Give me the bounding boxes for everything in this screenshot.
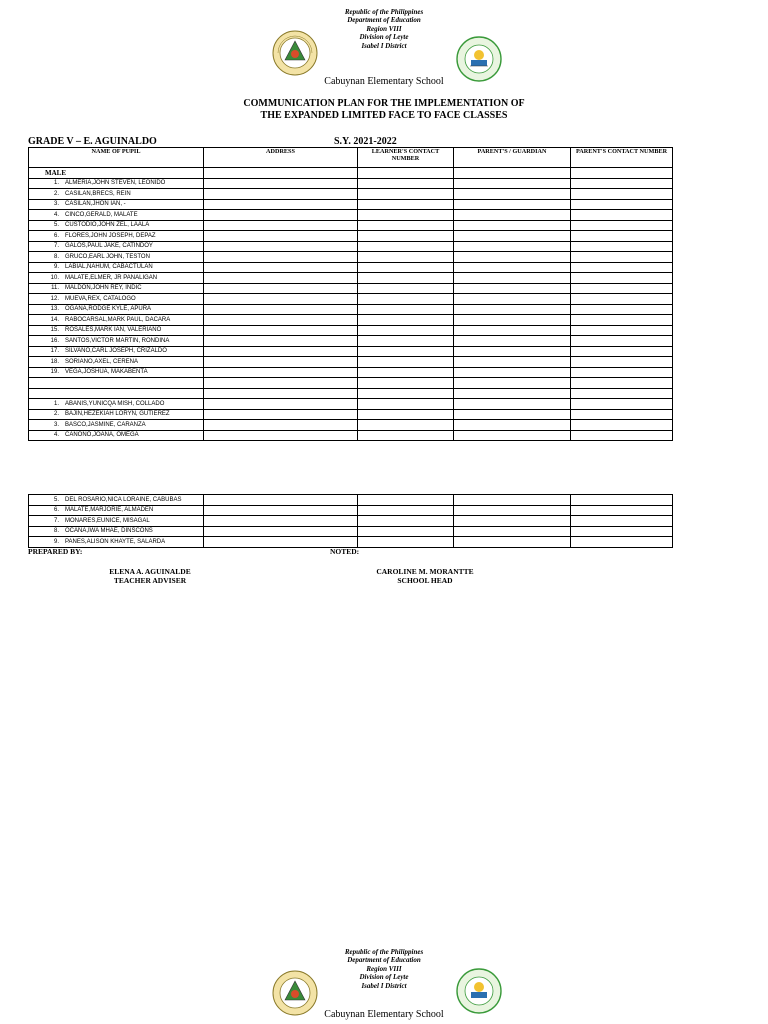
address-cell <box>204 409 358 420</box>
parent-contact-cell <box>571 346 673 357</box>
parent-contact-cell <box>571 315 673 326</box>
pupil-name-cell <box>29 409 204 420</box>
pupil-name-cell <box>29 304 204 315</box>
address-cell <box>204 367 358 378</box>
parent-guardian-cell <box>454 399 571 410</box>
header-line-5: Isabel I District <box>361 981 407 990</box>
learner-contact-cell <box>358 346 454 357</box>
pupil-name-cell <box>29 241 204 252</box>
table-row <box>29 220 673 231</box>
pupil-number: 15. <box>50 327 59 334</box>
pupil-number: 3. <box>53 201 59 208</box>
parent-guardian-cell <box>454 273 571 284</box>
parent-guardian-cell <box>454 294 571 305</box>
parent-contact-cell <box>571 367 673 378</box>
pupil-name: MUEVA,REX, CATALOGO <box>65 295 136 302</box>
parent-contact-cell <box>571 189 673 200</box>
parent-guardian-cell <box>454 537 571 548</box>
pupil-name-cell <box>29 231 204 242</box>
parent-guardian-cell <box>454 210 571 221</box>
learner-contact-cell <box>358 420 454 431</box>
learner-contact-cell <box>358 178 454 189</box>
address-cell <box>204 357 358 368</box>
table-row <box>29 315 673 326</box>
parent-contact-cell <box>571 495 673 506</box>
pupil-name-cell <box>29 336 204 347</box>
parent-contact-cell <box>571 210 673 221</box>
grade-section-label: GRADE V – E. AGUINALDO <box>28 136 157 147</box>
pupil-number: 4. <box>53 432 59 439</box>
address-cell <box>204 283 358 294</box>
table-row <box>29 357 673 368</box>
pupil-name: OCANA,IWA MHAE, DINSCONS <box>65 528 153 535</box>
parent-guardian-cell <box>454 252 571 263</box>
head-name: CAROLINE M. MORANTTE <box>376 567 474 576</box>
learner-contact-cell <box>358 252 454 263</box>
parent-guardian-cell <box>454 409 571 420</box>
parent-guardian-cell <box>454 231 571 242</box>
address-cell <box>204 346 358 357</box>
teacher-role: TEACHER ADVISER <box>113 576 187 585</box>
school-name: Cabuynan Elementary School <box>324 1009 444 1020</box>
parent-contact-cell <box>571 283 673 294</box>
pupil-name-cell <box>29 367 204 378</box>
pupil-number: 6. <box>53 232 59 239</box>
roster-table-page-1 <box>28 147 673 441</box>
parent-guardian-cell <box>454 220 571 231</box>
table-row <box>29 262 673 273</box>
head-signature-block <box>340 567 510 585</box>
pupil-number: 18. <box>50 358 59 365</box>
col-header-address: ADDRESS <box>204 148 358 168</box>
table-row <box>29 537 673 548</box>
pupil-name: CANONO,JOANA, OMEGA <box>65 432 139 439</box>
parent-contact-cell <box>571 537 673 548</box>
parent-guardian-cell <box>454 526 571 537</box>
learner-contact-cell <box>358 409 454 420</box>
parent-guardian-cell <box>454 357 571 368</box>
table-row <box>29 526 673 537</box>
parent-contact-cell <box>571 516 673 527</box>
learner-contact-cell <box>358 537 454 548</box>
pupil-name-cell <box>29 399 204 410</box>
parent-guardian-cell <box>454 516 571 527</box>
parent-guardian-cell <box>454 283 571 294</box>
head-role: SCHOOL HEAD <box>397 576 453 585</box>
address-cell <box>204 210 358 221</box>
parent-contact-cell <box>571 325 673 336</box>
address-cell <box>204 388 358 399</box>
pupil-name: MALATE,MARJORIE, ALMADEN <box>65 507 154 514</box>
header-line-4: Division of Leyte <box>359 973 409 982</box>
learner-contact-cell <box>358 325 454 336</box>
address-cell <box>204 178 358 189</box>
parent-contact-cell <box>571 388 673 399</box>
table-row <box>29 378 673 389</box>
parent-contact-cell <box>571 378 673 389</box>
address-cell <box>204 252 358 263</box>
learner-contact-cell <box>358 262 454 273</box>
table-row <box>29 516 673 527</box>
pupil-number: 17. <box>50 348 59 355</box>
page-header-next <box>0 948 768 1023</box>
noted-label: NOTED: <box>330 547 360 556</box>
pupil-name-cell <box>29 262 204 273</box>
parent-guardian-cell <box>454 189 571 200</box>
col-header-name: NAME OF PUPIL <box>29 148 204 168</box>
address-cell <box>204 315 358 326</box>
learner-contact-cell <box>358 273 454 284</box>
pupil-number: 7. <box>53 243 59 250</box>
learner-contact-cell <box>358 231 454 242</box>
male-section-label: MALE <box>29 168 204 179</box>
col-header-learner-contact: LEARNER'S CONTACT NUMBER <box>358 148 454 168</box>
pupil-number: 2. <box>53 411 59 418</box>
pupil-name-cell <box>29 325 204 336</box>
table-row <box>29 231 673 242</box>
address-cell <box>204 430 358 441</box>
table-row <box>29 505 673 516</box>
pupil-name: CASILAN,BRECS, REIN <box>65 190 131 197</box>
parent-contact-cell <box>571 231 673 242</box>
pupil-name-cell <box>29 220 204 231</box>
pupil-name-cell <box>29 199 204 210</box>
pupil-name-cell <box>29 388 204 399</box>
table-row <box>29 325 673 336</box>
pupil-name: PANES,ALISON KHAYTE, SALARDA <box>65 538 166 545</box>
parent-contact-cell <box>571 262 673 273</box>
learner-contact-cell <box>358 388 454 399</box>
parent-contact-cell <box>571 273 673 284</box>
pupil-name: CUSTODIO,JOHN ZEL, LAALA <box>65 222 150 229</box>
address-cell <box>204 495 358 506</box>
learner-contact-cell <box>358 357 454 368</box>
learner-contact-cell <box>358 315 454 326</box>
parent-contact-cell <box>571 336 673 347</box>
address-cell <box>204 399 358 410</box>
learner-contact-cell <box>358 220 454 231</box>
table-row <box>29 367 673 378</box>
school-seal-icon <box>456 968 502 1014</box>
address-cell <box>204 220 358 231</box>
parent-contact-cell <box>571 241 673 252</box>
parent-contact-cell <box>571 252 673 263</box>
learner-contact-cell <box>358 210 454 221</box>
pupil-number: 19. <box>50 369 59 376</box>
school-year-label: S.Y. 2021-2022 <box>334 136 397 147</box>
pupil-name: BAJIN,HEZEKIAH LORYN, GUTIEREZ <box>65 411 170 418</box>
pupil-name: BASCO,JASMINE, CARANZA <box>65 421 146 428</box>
pupil-name: RABOCARSAL,MARK PAUL, DACARA <box>65 316 171 323</box>
address-cell <box>204 294 358 305</box>
page-header-top <box>0 8 768 87</box>
table-row <box>29 399 673 410</box>
parent-contact-cell <box>571 505 673 516</box>
pupil-name: DEL ROSARIO,NICA LORAINE, CABUBAS <box>65 496 182 503</box>
parent-guardian-cell <box>454 346 571 357</box>
pupil-name: ABANIS,YUNICQA MISH, COLLADO <box>65 400 165 407</box>
pupil-number: 1. <box>53 400 59 407</box>
teacher-signature-block <box>60 567 240 585</box>
address-cell <box>204 325 358 336</box>
table-row <box>29 495 673 506</box>
pupil-number: 1. <box>53 180 59 187</box>
address-cell <box>204 336 358 347</box>
parent-guardian-cell <box>454 420 571 431</box>
table-row <box>29 189 673 200</box>
school-name: Cabuynan Elementary School <box>324 76 444 87</box>
pupil-number: 9. <box>53 538 59 545</box>
learner-contact-cell <box>358 505 454 516</box>
pupil-name-cell <box>29 516 204 527</box>
address-cell <box>204 378 358 389</box>
address-cell <box>204 516 358 527</box>
pupil-name: GRUCO,EARL JOHN, TESTON <box>65 253 150 260</box>
pupil-name-cell <box>29 294 204 305</box>
roster-table-page-1-continued <box>28 494 673 548</box>
header-line-1: Republic of the Philippines <box>344 948 424 956</box>
table-row <box>29 336 673 347</box>
header-line-2: Department of Education <box>347 956 421 965</box>
parent-contact-cell <box>571 294 673 305</box>
pupil-number: 11. <box>51 285 59 292</box>
pupil-name: ALMERIA,JOHN STEVEN, LEONIDO <box>65 180 166 187</box>
parent-contact-cell <box>571 199 673 210</box>
address-cell <box>204 526 358 537</box>
table-row <box>29 388 673 399</box>
pupil-number: 5. <box>53 222 59 229</box>
parent-guardian-cell <box>454 325 571 336</box>
address-cell <box>204 420 358 431</box>
header-line-5: Isabel I District <box>361 41 407 50</box>
pupil-name-cell <box>29 526 204 537</box>
pupil-number: 3. <box>53 421 59 428</box>
parent-guardian-cell <box>454 178 571 189</box>
parent-guardian-cell <box>454 378 571 389</box>
parent-guardian-cell <box>454 241 571 252</box>
pupil-name: VEGA,JOSHUA, MAKABENTA <box>65 369 148 376</box>
table-row <box>29 409 673 420</box>
pupil-number: 5. <box>53 496 59 503</box>
pupil-name-cell <box>29 378 204 389</box>
table-row <box>29 304 673 315</box>
table-row <box>29 178 673 189</box>
learner-contact-cell <box>358 336 454 347</box>
header-line-4: Division of Leyte <box>359 33 409 42</box>
pupil-number: 10. <box>50 274 59 281</box>
pupil-name: MONARES,EUNICE, MISAGAL <box>65 517 150 524</box>
learner-contact-cell <box>358 430 454 441</box>
parent-guardian-cell <box>454 199 571 210</box>
parent-contact-cell <box>571 304 673 315</box>
pupil-name: CASILAN,JHON IAN, - <box>65 201 126 208</box>
learner-contact-cell <box>358 399 454 410</box>
address-cell <box>204 304 358 315</box>
pupil-name-cell <box>29 252 204 263</box>
pupil-number: 13. <box>50 306 59 313</box>
address-cell <box>204 199 358 210</box>
parent-contact-cell <box>571 430 673 441</box>
male-section-row <box>29 168 673 179</box>
learner-contact-cell <box>358 495 454 506</box>
parent-contact-cell <box>571 409 673 420</box>
table-row <box>29 430 673 441</box>
pupil-name: OGANA,RODGE KYLE, APURA <box>65 306 152 313</box>
parent-guardian-cell <box>454 495 571 506</box>
parent-guardian-cell <box>454 505 571 516</box>
pupil-number: 7. <box>53 517 59 524</box>
prepared-by-label: PREPARED BY: <box>28 547 83 556</box>
learner-contact-cell <box>358 189 454 200</box>
learner-contact-cell <box>358 241 454 252</box>
pupil-name-cell <box>29 537 204 548</box>
parent-guardian-cell <box>454 367 571 378</box>
pupil-number: 9. <box>53 264 59 271</box>
pupil-number: 2. <box>53 190 59 197</box>
address-cell <box>204 241 358 252</box>
pupil-name: ROSALES,MARK IAN, VALERIANO <box>65 327 162 334</box>
parent-guardian-cell <box>454 388 571 399</box>
parent-contact-cell <box>571 420 673 431</box>
header-line-1: Republic of the Philippines <box>344 8 424 16</box>
learner-contact-cell <box>358 516 454 527</box>
pupil-name: FLORES,JOHN JOSEPH, DEPAZ <box>65 232 156 239</box>
pupil-name: SANTOS,VICTOR MARTIN, RONDINA <box>65 337 170 344</box>
table-header-row <box>29 148 673 168</box>
col-header-parent-contact: PARENT'S CONTACT NUMBER <box>571 148 673 168</box>
learner-contact-cell <box>358 367 454 378</box>
pupil-name: LABIAL,NAHUM, CABACTULAN <box>65 264 153 271</box>
pupil-name-cell <box>29 430 204 441</box>
pupil-name-cell <box>29 283 204 294</box>
pupil-name: GALOS,PAUL JAKE, CATINDOY <box>65 243 153 250</box>
address-cell <box>204 273 358 284</box>
address-cell <box>204 231 358 242</box>
learner-contact-cell <box>358 283 454 294</box>
pupil-name: MALDON,JOHN REY, INDIC <box>65 285 142 292</box>
table-row <box>29 210 673 221</box>
address-cell <box>204 189 358 200</box>
pupil-name-cell <box>29 346 204 357</box>
parent-guardian-cell <box>454 304 571 315</box>
pupil-name-cell <box>29 273 204 284</box>
pupil-name: MALATE,ELMER, JR PANALIGAN <box>65 274 158 281</box>
parent-contact-cell <box>571 526 673 537</box>
parent-contact-cell <box>571 399 673 410</box>
table-row <box>29 199 673 210</box>
parent-guardian-cell <box>454 262 571 273</box>
pupil-name-cell <box>29 495 204 506</box>
table-row <box>29 252 673 263</box>
pupil-name-cell <box>29 210 204 221</box>
document-title-line-1: COMMUNICATION PLAN FOR THE IMPLEMENTATION OF <box>243 98 525 109</box>
table-row <box>29 241 673 252</box>
pupil-number: 14. <box>50 316 59 323</box>
pupil-name-cell <box>29 189 204 200</box>
header-line-3: Region VIII <box>366 24 402 33</box>
learner-contact-cell <box>358 199 454 210</box>
parent-guardian-cell <box>454 315 571 326</box>
learner-contact-cell <box>358 378 454 389</box>
pupil-name: CINCO,GERALD, MALATE <box>65 211 138 218</box>
pupil-name-cell <box>29 315 204 326</box>
pupil-number: 12. <box>50 295 59 302</box>
teacher-name: ELENA A. AGUINALDE <box>109 567 191 576</box>
address-cell <box>204 505 358 516</box>
header-line-2: Department of Education <box>347 16 421 25</box>
parent-guardian-cell <box>454 430 571 441</box>
col-header-parent-guardian: PARENT'S / GUARDIAN <box>454 148 571 168</box>
table-row <box>29 283 673 294</box>
pupil-number: 16. <box>50 337 59 344</box>
learner-contact-cell <box>358 526 454 537</box>
pupil-number: 8. <box>53 528 59 535</box>
pupil-name: SILVANO,CARL JOSEPH, CRIZALDO <box>65 348 167 355</box>
learner-contact-cell <box>358 294 454 305</box>
pupil-number: 4. <box>53 211 59 218</box>
parent-contact-cell <box>571 220 673 231</box>
pupil-name-cell <box>29 420 204 431</box>
parent-contact-cell <box>571 357 673 368</box>
pupil-name-cell <box>29 505 204 516</box>
parent-contact-cell <box>571 178 673 189</box>
header-line-3: Region VIII <box>366 964 402 973</box>
address-cell <box>204 537 358 548</box>
parent-guardian-cell <box>454 336 571 347</box>
table-row <box>29 346 673 357</box>
table-row <box>29 273 673 284</box>
pupil-name: SORIANO,AXEL, CERENA <box>65 358 139 365</box>
pupil-number: 8. <box>53 253 59 260</box>
table-row <box>29 420 673 431</box>
table-row <box>29 294 673 305</box>
learner-contact-cell <box>358 304 454 315</box>
address-cell <box>204 262 358 273</box>
pupil-name-cell <box>29 357 204 368</box>
pupil-number: 6. <box>53 507 59 514</box>
pupil-name-cell <box>29 178 204 189</box>
document-title-line-2: THE EXPANDED LIMITED FACE TO FACE CLASSES <box>260 110 508 121</box>
